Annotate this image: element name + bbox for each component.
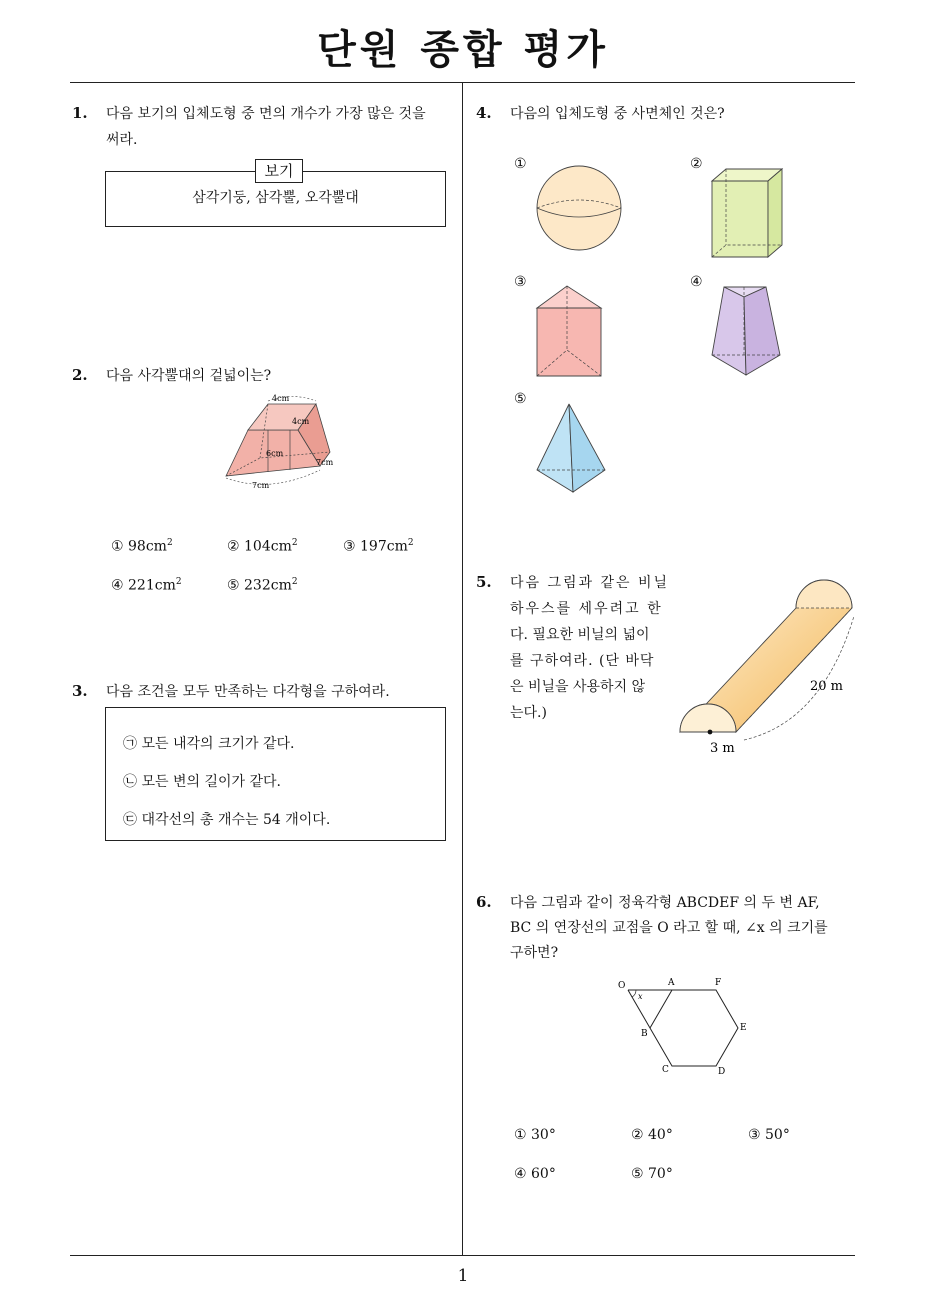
q3-condition-2: ㉡ 모든 변의 길이가 같다. <box>123 774 281 790</box>
q2-choice-2[interactable]: ② $104cm^2$ <box>227 538 298 555</box>
q6-point-E: E <box>740 1023 747 1033</box>
q2-choice-4[interactable]: ④ $221cm^2$ <box>111 577 182 594</box>
q2-label-side: 4cm <box>292 417 310 426</box>
q1-text-line2: 써라. <box>106 132 138 148</box>
q6-point-D: D <box>718 1067 726 1077</box>
q4-mark-5: ⑤ <box>514 391 527 407</box>
footer-divider <box>70 1255 855 1256</box>
q5-length-label: 20 m <box>810 679 844 694</box>
q6-text-line3: 구하면? <box>510 945 559 961</box>
q4-sphere-figure[interactable] <box>533 162 625 254</box>
q6-hexagon-figure <box>612 972 762 1080</box>
q4-triangular-prism-figure[interactable] <box>533 284 605 378</box>
q2-label-depth: 7cm <box>316 458 334 467</box>
q2-choice-1[interactable]: ① $98cm^2$ <box>111 538 173 555</box>
q5-line-2: 하우스를 세우려고 한 <box>510 601 663 617</box>
q6-text-line2: BC 의 연장선의 교점을 O 라고 할 때, ∠x 의 크기를 <box>510 920 828 936</box>
q4-tetrahedron-figure[interactable] <box>533 400 609 496</box>
q3-condition-1: ㉠ 모든 내각의 크기가 같다. <box>123 736 295 752</box>
q4-prism-figure[interactable] <box>708 165 788 261</box>
q6-choice-3[interactable]: ③ 50° <box>748 1127 790 1143</box>
q5-line-4: 를 구하여라. (단 바닥 <box>510 653 655 669</box>
q5-line-3: 다. 필요한 비닐의 넓이 <box>510 627 650 643</box>
q3-condition-3: ㉢ 대각선의 총 개수는 54 개이다. <box>123 812 331 828</box>
q2-number: 2. <box>72 366 88 384</box>
q4-number: 4. <box>476 104 492 122</box>
q2-choice-3[interactable]: ③ $197cm^2$ <box>343 538 414 555</box>
q1-box-label: 보기 <box>255 159 303 183</box>
q6-choice-5[interactable]: ⑤ 70° <box>631 1166 673 1182</box>
q4-mark-1: ① <box>514 156 527 172</box>
q6-point-A: A <box>668 978 675 988</box>
q4-text: 다음의 입체도형 중 사면체인 것은? <box>510 106 725 122</box>
q5-width-label: 3 m <box>710 741 735 756</box>
q5-line-6: 는다.) <box>510 705 547 721</box>
q2-label-top: 4cm <box>272 394 290 403</box>
q5-line-1: 다음 그림과 같은 비닐 <box>510 575 670 591</box>
q2-frustum-figure <box>220 390 350 492</box>
q5-line-5: 은 비닐을 사용하지 않 <box>510 679 646 695</box>
q5-number: 5. <box>476 573 492 591</box>
page-title: 단원 종합 평가 <box>317 27 609 73</box>
q6-point-O: O <box>618 981 626 991</box>
q6-text-line1: 다음 그림과 같이 정육각형 ABCDEF 의 두 변 AF, <box>510 895 820 911</box>
q1-text-line1: 다음 보기의 입체도형 중 면의 개수가 가장 많은 것을 <box>106 106 426 122</box>
q1-number: 1. <box>72 104 88 122</box>
q3-number: 3. <box>72 682 88 700</box>
q6-number: 6. <box>476 893 492 911</box>
column-divider <box>462 83 463 1255</box>
q6-choice-4[interactable]: ④ 60° <box>514 1166 556 1182</box>
q1-box-content: 삼각기둥, 삼각뿔, 오각뿔대 <box>192 190 359 206</box>
q6-angle-x: x <box>638 992 643 1001</box>
q2-label-bottom: 7cm <box>252 481 270 490</box>
q3-text: 다음 조건을 모두 만족하는 다각형을 구하여라. <box>106 684 390 700</box>
q2-label-height: 6cm <box>266 449 284 458</box>
q4-mark-3: ③ <box>514 274 527 290</box>
q4-frustum-figure[interactable] <box>708 283 784 379</box>
q6-point-F: F <box>715 978 722 988</box>
q4-mark-4: ④ <box>690 274 703 290</box>
q2-choice-5[interactable]: ⑤ $232cm^2$ <box>227 577 298 594</box>
q6-choice-2[interactable]: ② 40° <box>631 1127 673 1143</box>
q6-point-B: B <box>641 1029 648 1039</box>
q6-point-C: C <box>662 1065 669 1075</box>
q4-mark-2: ② <box>690 156 703 172</box>
page-number: 1 <box>457 1266 469 1286</box>
q2-text: 다음 사각뿔대의 겉넓이는? <box>106 368 272 384</box>
q5-greenhouse-figure <box>672 572 858 760</box>
q6-choice-1[interactable]: ① 30° <box>514 1127 556 1143</box>
